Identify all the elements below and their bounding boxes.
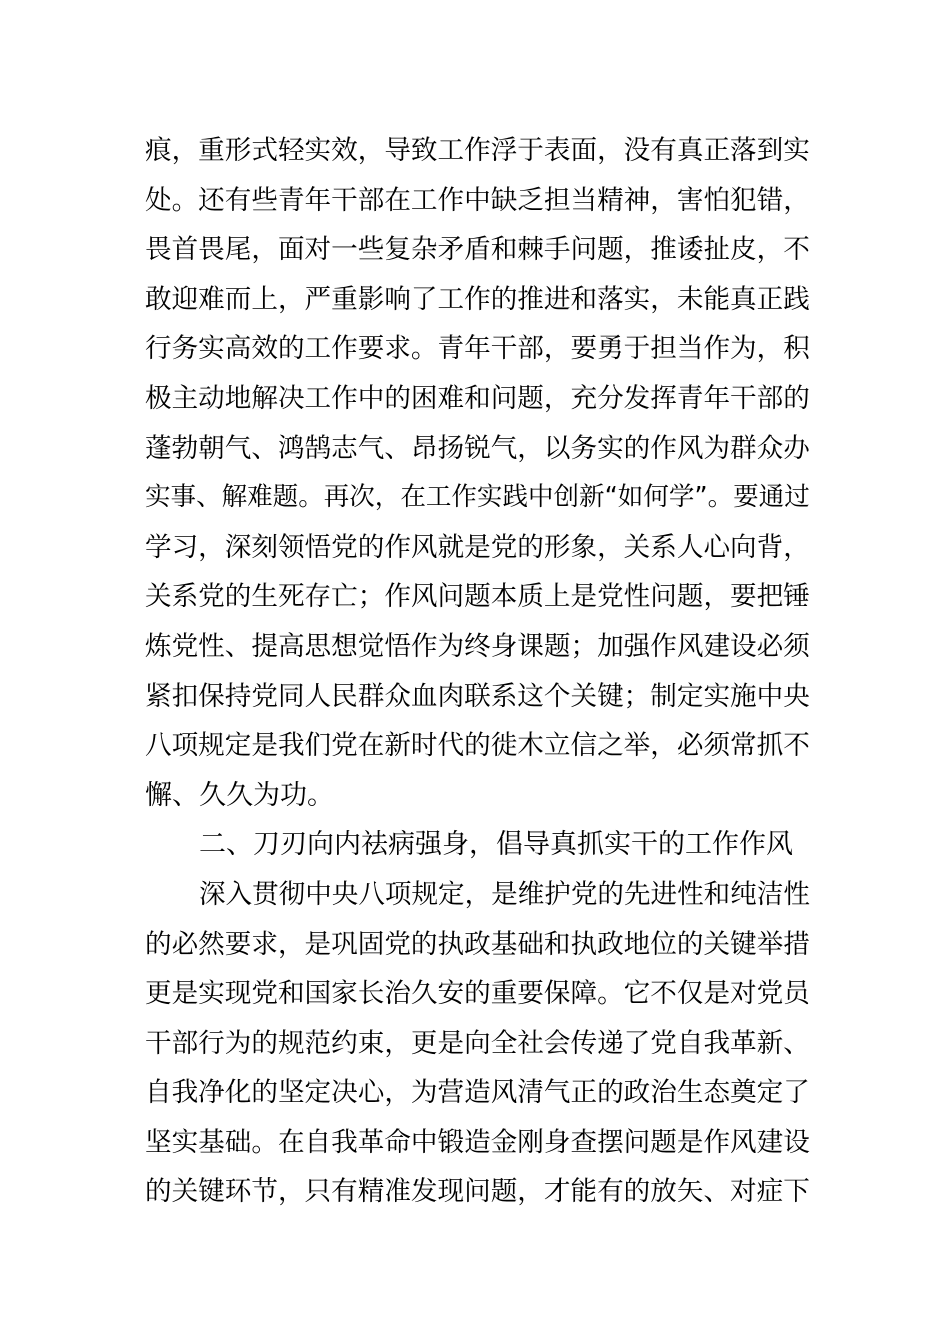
text-line: 的必然要求，是巩固党的执政基础和执政地位的关键举措	[145, 928, 810, 960]
text-line: 八项规定是我们党在新时代的徙木立信之举，必须常抓不	[145, 730, 810, 762]
text-line: 的关键环节，只有精准发现问题，才能有的放矢、对症下	[145, 1176, 810, 1208]
text-line: 关系党的生死存亡；作风问题本质上是党性问题，要把锤	[145, 581, 810, 613]
text-line: 自我净化的坚定决心，为营造风清气正的政治生态奠定了	[145, 1077, 810, 1109]
text-line: 干部行为的规范约束，更是向全社会传递了党自我革新、	[145, 1027, 810, 1059]
paragraph-start-line: 二、刀刃向内祛病强身，倡导真抓实干的工作作风	[199, 829, 793, 861]
paragraph-start-line: 深入贯彻中央八项规定，是维护党的先进性和纯洁性	[199, 878, 810, 910]
text-line: 懈、久久为功。	[145, 779, 334, 811]
text-line: 炼党性、提高思想觉悟作为终身课题；加强作风建设必须	[145, 630, 810, 662]
text-line: 敢迎难而上，严重影响了工作的推进和落实，未能真正践	[145, 283, 810, 315]
text-line: 坚实基础。在自我革命中锻造金刚身查摆问题是作风建设	[145, 1126, 810, 1158]
text-line: 实事、解难题。再次，在工作实践中创新“如何学”。要通过	[145, 482, 810, 513]
text-line: 更是实现党和国家长治久安的重要保障。它不仅是对党员	[145, 978, 810, 1010]
document-body	[145, 126, 810, 1217]
text-line: 极主动地解决工作中的困难和问题，充分发挥青年干部的	[145, 382, 810, 414]
text-line: 处。还有些青年干部在工作中缺乏担当精神，害怕犯错，	[145, 184, 810, 216]
text-line: 行务实高效的工作要求。青年干部，要勇于担当作为，积	[145, 333, 810, 365]
text-line: 蓬勃朝气、鸿鹄志气、昂扬锐气，以务实的作风为群众办	[145, 432, 810, 464]
text-line: 畏首畏尾，面对一些复杂矛盾和棘手问题，推诿扯皮，不	[145, 234, 810, 266]
text-line: 学习，深刻领悟党的作风就是党的形象，关系人心向背，	[145, 531, 810, 563]
text-line: 紧扣保持党同人民群众血肉联系这个关键；制定实施中央	[145, 680, 810, 712]
text-line: 痕，重形式轻实效，导致工作浮于表面，没有真正落到实	[145, 135, 810, 166]
